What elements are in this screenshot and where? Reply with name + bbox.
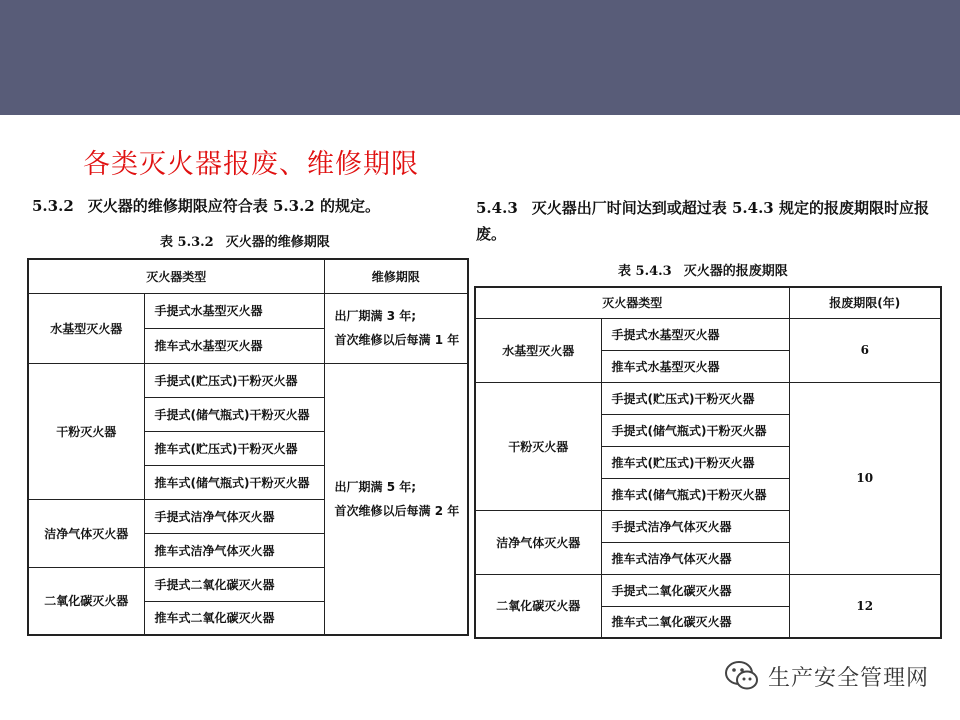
subtype-cell: 推车式洁净气体灭火器 bbox=[601, 542, 789, 574]
subtype-cell: 手提式(储气瓶式)干粉灭火器 bbox=[144, 397, 324, 431]
period-line: 出厂期满 5 年; bbox=[334, 479, 417, 494]
clause-5-3-2 bbox=[32, 193, 452, 219]
subtype-cell: 手提式(贮压式)干粉灭火器 bbox=[144, 363, 324, 397]
table-caption-right bbox=[618, 260, 788, 279]
subtype-cell: 推车式(贮压式)干粉灭火器 bbox=[144, 431, 324, 465]
type-cell: 二氧化碳灭火器 bbox=[28, 567, 144, 635]
watermark-text: 生产安全管理网 bbox=[768, 665, 930, 691]
type-cell: 水基型灭火器 bbox=[475, 318, 601, 382]
type-cell: 干粉灭火器 bbox=[28, 363, 144, 499]
clause-number: 5.3.2 bbox=[32, 197, 74, 215]
wechat-icon bbox=[722, 656, 762, 696]
subtype-cell: 推车式(贮压式)干粉灭火器 bbox=[601, 446, 789, 478]
watermark bbox=[722, 656, 929, 696]
subtype-cell: 手提式(贮压式)干粉灭火器 bbox=[601, 382, 789, 414]
clause-number: 5.4.3 bbox=[476, 199, 518, 217]
period-cell bbox=[324, 293, 468, 363]
clause-5-4-3 bbox=[476, 195, 946, 247]
clause-text: 灭火器的维修期限应符合表 5.3.2 的规定。 bbox=[87, 197, 380, 215]
subtype-cell: 手提式(储气瓶式)干粉灭火器 bbox=[601, 414, 789, 446]
scrap-period-table bbox=[474, 286, 942, 639]
header-period: 维修期限 bbox=[324, 259, 468, 293]
clause-text: 灭火器出厂时间达到或超过表 5.4.3 规定的报废期限时应报废。 bbox=[476, 199, 929, 243]
table-caption-left bbox=[160, 231, 330, 250]
header-type: 灭火器类型 bbox=[475, 287, 789, 318]
subtype-cell: 推车式洁净气体灭火器 bbox=[144, 533, 324, 567]
subtype-cell: 推车式水基型灭火器 bbox=[144, 328, 324, 363]
subtype-cell: 手提式水基型灭火器 bbox=[601, 318, 789, 350]
header-type: 灭火器类型 bbox=[28, 259, 324, 293]
years-cell: 12 bbox=[789, 574, 941, 638]
subtype-cell: 手提式洁净气体灭火器 bbox=[601, 510, 789, 542]
period-line: 出厂期满 3 年; bbox=[334, 309, 417, 323]
subtype-cell: 手提式二氧化碳灭火器 bbox=[144, 567, 324, 601]
header-years: 报废期限(年) bbox=[789, 287, 941, 318]
type-cell: 洁净气体灭火器 bbox=[28, 499, 144, 567]
subtype-cell: 手提式洁净气体灭火器 bbox=[144, 499, 324, 533]
slide-title: 各类灭火器报废、维修期限 bbox=[83, 149, 419, 180]
caption-number: 表 5.3.2 bbox=[160, 235, 214, 250]
caption-text: 灭火器的报废期限 bbox=[683, 264, 788, 279]
caption-text: 灭火器的维修期限 bbox=[225, 235, 330, 250]
header-bar bbox=[0, 0, 960, 115]
period-line: 首次维修以后每满 2 年 bbox=[334, 503, 460, 518]
type-cell: 二氧化碳灭火器 bbox=[475, 574, 601, 638]
subtype-cell: 推车式水基型灭火器 bbox=[601, 350, 789, 382]
subtype-cell: 推车式(储气瓶式)干粉灭火器 bbox=[144, 465, 324, 499]
type-cell: 干粉灭火器 bbox=[475, 382, 601, 510]
type-cell: 水基型灭火器 bbox=[28, 293, 144, 363]
subtype-cell: 手提式二氧化碳灭火器 bbox=[601, 574, 789, 606]
caption-number: 表 5.4.3 bbox=[618, 264, 672, 279]
subtype-cell: 推车式二氧化碳灭火器 bbox=[601, 606, 789, 638]
subtype-cell: 推车式二氧化碳灭火器 bbox=[144, 601, 324, 635]
type-cell: 洁净气体灭火器 bbox=[475, 510, 601, 574]
subtype-cell: 手提式水基型灭火器 bbox=[144, 293, 324, 328]
period-line: 首次维修以后每满 1 年 bbox=[334, 333, 460, 347]
years-cell: 6 bbox=[789, 318, 941, 382]
subtype-cell: 推车式(储气瓶式)干粉灭火器 bbox=[601, 478, 789, 510]
period-cell bbox=[324, 363, 468, 635]
maintenance-period-table bbox=[27, 258, 469, 636]
years-cell: 10 bbox=[789, 382, 941, 574]
